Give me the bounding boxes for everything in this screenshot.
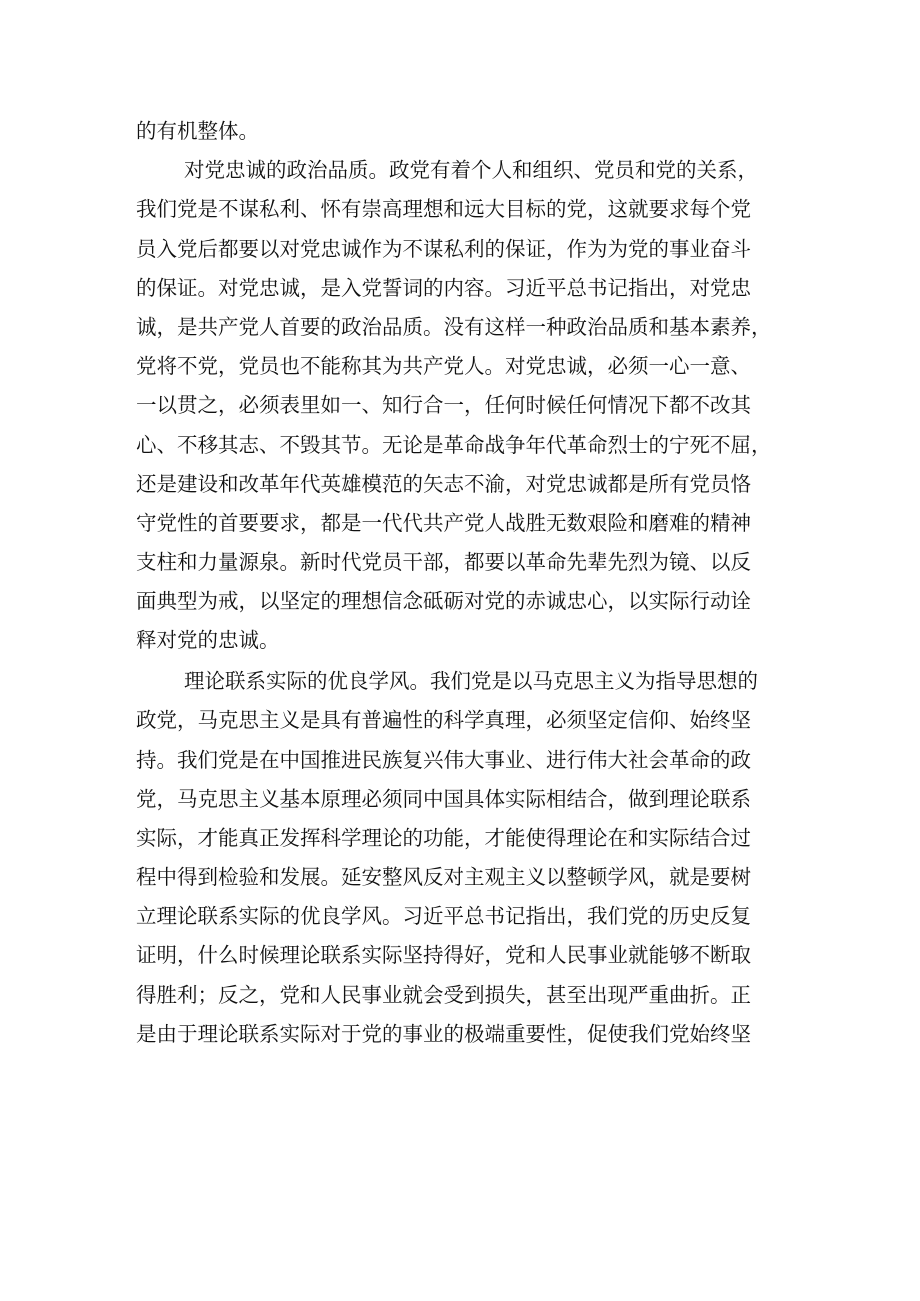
text-line: 党，马克思主义基本原理必须同中国具体实际相结合，做到理论联系	[136, 786, 751, 811]
text-line: 员入党后都要以对党忠诚作为不谋私利的保证，作为为党的事业奋斗	[136, 236, 751, 261]
document-body	[136, 112, 796, 1054]
paragraph-start-line: 理论联系实际的优良学风。我们党是以马克思主义为指导思想的	[184, 669, 758, 694]
text-line: 还是建设和改革年代英雄模范的矢志不渝，对党忠诚都是所有党员恪	[136, 471, 751, 496]
text-line: 我们党是不谋私利、怀有崇高理想和远大目标的党，这就要求每个党	[136, 197, 751, 222]
text-line: 释对党的忠诚。	[136, 628, 280, 653]
text-line: 支柱和力量源泉。新时代党员干部，都要以革命先辈先烈为镜、以反	[136, 550, 751, 575]
text-line: 守党性的首要要求，都是一代代共产党人战胜无数艰险和磨难的精神	[136, 510, 751, 535]
text-line: 立理论联系实际的优良学风。习近平总书记指出，我们党的历史反复	[136, 904, 751, 929]
text-line: 的有机整体。	[136, 119, 259, 143]
text-line: 实际，才能真正发挥科学理论的功能，才能使得理论在和实际结合过	[136, 825, 751, 850]
text-line: 心、不移其志、不毁其节。无论是革命战争年代革命烈士的宁死不屈，	[136, 432, 772, 457]
text-line: 党将不党，党员也不能称其为共产党人。对党忠诚，必须一心一意、	[136, 354, 751, 379]
text-line: 证明，什么时候理论联系实际坚持得好，党和人民事业就能够不断取	[136, 943, 751, 968]
text-line: 是由于理论联系实际对于党的事业的极端重要性，促使我们党始终坚	[136, 1021, 751, 1046]
text-line: 面典型为戒，以坚定的理想信念砥砺对党的赤诚忠心，以实际行动诠	[136, 589, 751, 614]
paragraph-start-line: 对党忠诚的政治品质。政党有着个人和组织、党员和党的关系，	[184, 158, 758, 183]
text-line: 诚，是共产党人首要的政治品质。没有这样一种政治品质和基本素养，	[136, 314, 772, 339]
text-line: 得胜利；反之，党和人民事业就会受到损失，甚至出现严重曲折。正	[136, 982, 751, 1007]
text-line: 程中得到检验和发展。延安整风反对主观主义以整顿学风，就是要树	[136, 865, 751, 890]
text-line: 政党，马克思主义是具有普遍性的科学真理，必须坚定信仰、始终坚	[136, 708, 751, 733]
text-line: 持。我们党是在中国推进民族复兴伟大事业、进行伟大社会革命的政	[136, 747, 751, 772]
text-line: 的保证。对党忠诚，是入党誓词的内容。习近平总书记指出，对党忠	[136, 275, 751, 300]
text-line: 一以贯之，必须表里如一、知行合一，任何时候任何情况下都不改其	[136, 393, 751, 418]
